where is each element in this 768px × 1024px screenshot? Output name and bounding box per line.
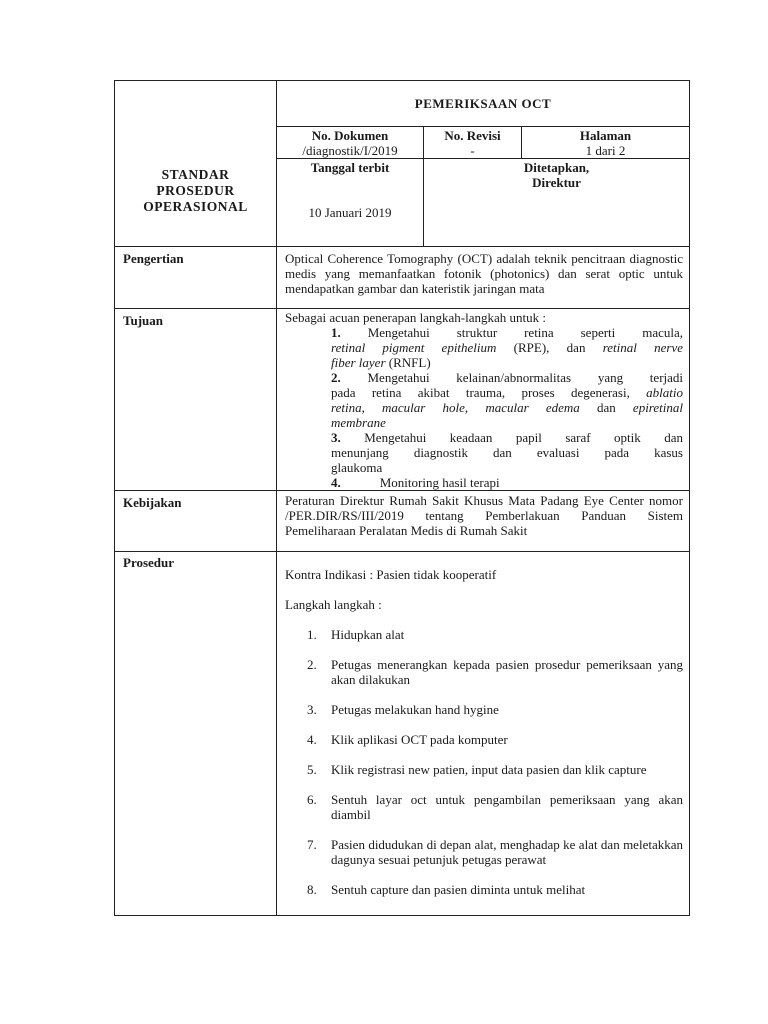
- langkah-label: Langkah langkah :: [285, 597, 382, 612]
- title-cell: [277, 81, 690, 127]
- prosedur-label-cell: [115, 552, 277, 916]
- tujuan-item-2-i3: epiretinal: [632, 400, 683, 415]
- tujuan-item-3-num: 3.: [331, 430, 341, 445]
- tujuan-item-1-i1: retinal pigment epithelium: [331, 340, 497, 355]
- prosedur-label: Prosedur: [123, 555, 175, 570]
- revision-label: No. Revisi: [444, 128, 501, 143]
- document-title: PEMERIKSAAN OCT: [414, 96, 552, 111]
- procedure-step: 3. Petugas melakukan hand hygine: [307, 702, 499, 717]
- procedure-step: 8. Sentuh capture dan pasien diminta untuk melihat: [307, 882, 586, 897]
- sop-label-line-2: PROSEDUR: [156, 182, 235, 198]
- tujuan-item-1-line1: Mengetahui struktur retina seperti macula,: [367, 325, 683, 340]
- prosedur-content: [277, 552, 690, 916]
- tujuan-label: Tujuan: [123, 313, 163, 328]
- tujuan-item-3-line2: menunjang diagnostik dan evaluasi pada kasus: [331, 445, 683, 460]
- sop-document: [114, 80, 689, 916]
- sop-label-cell: [115, 81, 277, 247]
- tujuan-item-3-line3: glaukoma: [331, 460, 383, 475]
- issue-date-cell: [277, 159, 424, 247]
- approved-label: Ditetapkan,: [523, 160, 590, 175]
- sop-table: [114, 80, 690, 916]
- tujuan-item-2: [285, 370, 683, 430]
- tujuan-item-1-i3: fiber layer: [331, 355, 386, 370]
- kebijakan-text: Peraturan Direktur Rumah Sakit Khusus Mata Padang Eye Center nomor /PER.DIR/RS/III/2019 tentang Pemberlakuan Panduan Sistem Pemeliharaan Peralatan Medis di Rumah Sakit: [277, 491, 690, 552]
- tujuan-item-2-i4: membrane: [331, 415, 386, 430]
- sop-label-line-3: OPERASIONAL: [143, 198, 248, 214]
- pengertian-label: Pengertian: [123, 251, 184, 266]
- tujuan-item-1: [285, 325, 683, 370]
- doc-no-cell: [277, 127, 424, 159]
- page-cell: [522, 127, 690, 159]
- tujuan-item-1-t1: (RPE), dan: [496, 340, 603, 355]
- tujuan-item-4: [285, 475, 683, 490]
- procedure-step: 6. Sentuh layar oct untuk pengambilan pemeriksaan yang akan diambil: [307, 792, 683, 822]
- procedure-steps: [285, 627, 683, 897]
- tujuan-item-2-t1: pada retina akibat trauma, proses degenerasi,: [331, 385, 647, 400]
- revision-cell: [424, 127, 522, 159]
- tujuan-item-1-num: 1.: [331, 325, 341, 340]
- pengertian-text: Optical Coherence Tomography (OCT) adalah teknik pencitraan diagnostic medis yang memanfaatkan fotonik (photonics) dan serat optic untuk mendapatkan gambar dan kateristik jaringan mata: [277, 247, 690, 309]
- issue-date-label: Tanggal terbit: [310, 160, 390, 175]
- sop-label-line-1: STANDAR: [161, 166, 230, 182]
- revision-value: -: [470, 143, 475, 158]
- tujuan-item-3-line1: Mengetahui keadaan papil saraf optik dan: [364, 430, 684, 445]
- issue-date-value: 10 Januari 2019: [308, 205, 392, 220]
- tujuan-item-2-line1: Mengetahui kelainan/abnormalitas yang terjadi: [367, 370, 684, 385]
- procedure-step: 4. Klik aplikasi OCT pada komputer: [307, 732, 508, 747]
- approval-cell: [424, 159, 690, 247]
- procedure-step: 1. Hidupkan alat: [307, 627, 405, 642]
- kontra-indikasi: Kontra Indikasi : Pasien tidak kooperatif: [285, 567, 497, 582]
- tujuan-item-2-num: 2.: [331, 370, 341, 385]
- tujuan-item-2-i1: ablatio: [646, 385, 683, 400]
- pengertian-label-cell: [115, 247, 277, 309]
- tujuan-item-2-t2: dan: [579, 400, 633, 415]
- procedure-step: 2. Petugas menerangkan kepada pasien prosedur pemeriksaan yang akan dilakukan: [307, 657, 683, 687]
- tujuan-item-1-t2: (RNFL): [385, 355, 431, 370]
- procedure-step: 5. Klik registrasi new patien, input data pasien dan klik capture: [307, 762, 647, 777]
- procedure-step: 7. Pasien didudukan di depan alat, menghadap ke alat dan meletakkan dagunya sesuai petunjuk petugas perawat: [307, 837, 683, 867]
- tujuan-label-cell: [115, 309, 277, 491]
- tujuan-item-4-line1: Monitoring hasil terapi: [379, 475, 500, 490]
- tujuan-item-4-num: 4.: [331, 475, 341, 490]
- doc-no-label: No. Dokumen: [311, 128, 389, 143]
- tujuan-content: [277, 309, 690, 491]
- page-label: Halaman: [579, 128, 632, 143]
- kebijakan-label-cell: [115, 491, 277, 552]
- tujuan-item-3: [285, 430, 683, 475]
- kebijakan-label: Kebijakan: [123, 495, 182, 510]
- page-value: 1 dari 2: [585, 143, 626, 158]
- doc-no-value: /diagnostik/I/2019: [302, 143, 398, 158]
- tujuan-item-1-i2: retinal nerve: [602, 340, 683, 355]
- approved-by: Direktur: [532, 175, 581, 190]
- tujuan-intro: Sebagai acuan penerapan langkah-langkah untuk :: [285, 310, 546, 325]
- tujuan-item-2-i2: retina, macular hole, macular edema: [331, 400, 580, 415]
